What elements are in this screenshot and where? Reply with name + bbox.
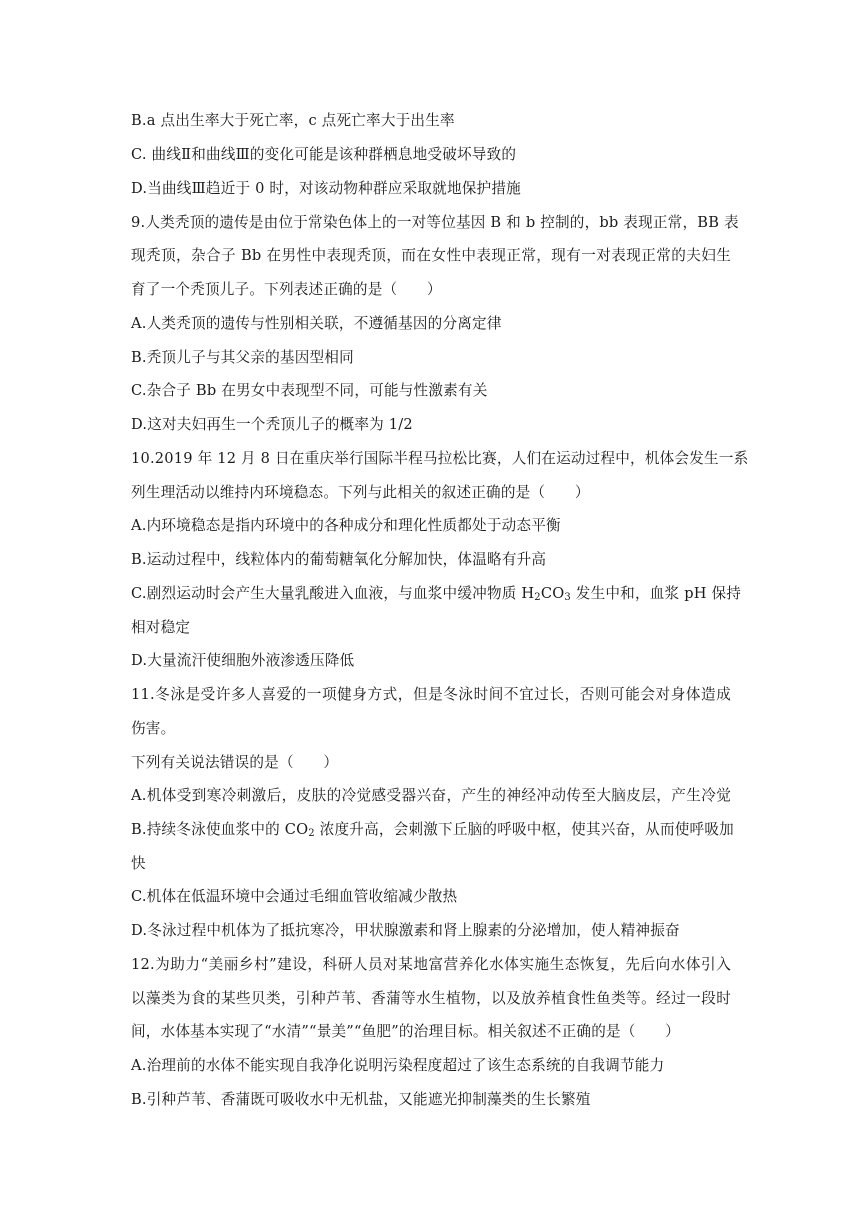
- question-9-line-2: 现秃顶，杂合子 Bb 在男性中表现秃顶，而在女性中表现正常，现有一对表现正常的夫妇生: [131, 247, 731, 264]
- question-11-prompt: 下列有关说法错误的是（ ）: [131, 754, 339, 771]
- option-9d: D.这对夫妇再生一个秃顶儿子的概率为 1/2: [131, 416, 413, 433]
- option-9a: A.人类秃顶的遗传与性别相关联，不遵循基因的分离定律: [131, 315, 502, 332]
- option-8c: C. 曲线Ⅱ和曲线Ⅲ的变化可能是该种群栖息地受破坏导致的: [131, 146, 517, 163]
- question-12-line-2: 以藻类为食的某些贝类，引种芦苇、香蒲等水生植物，以及放养植食性鱼类等。经过一段时: [131, 990, 731, 1007]
- co2-subscript: 2: [308, 828, 315, 839]
- option-10c-line-1: [131, 584, 742, 604]
- option-10c-tail: 发生中和，血浆 pH 保持: [570, 585, 742, 602]
- option-11c: C.机体在低温环境中会通过毛细血管收缩减少散热: [131, 888, 458, 905]
- question-10-line-2: 列生理活动以维持内环境稳态。下列与此相关的叙述正确的是（ ）: [131, 484, 590, 501]
- question-11-line-1: 11.冬泳是受许多人喜爱的一项健身方式，但是冬泳时间不宜过长，否则可能会对身体造成: [131, 686, 731, 703]
- option-8b: B.a 点出生率大于死亡率，c 点死亡率大于出生率: [131, 112, 455, 129]
- option-10c-text: C.剧烈运动时会产生大量乳酸进入血液，与血浆中缓冲物质 H: [131, 585, 535, 602]
- option-12a: A.治理前的水体不能实现自我净化说明污染程度超过了该生态系统的自我调节能力: [131, 1057, 665, 1074]
- question-12-line-3: 间，水体基本实现了“水清”“景美”“鱼肥”的治理目标。相关叙述不正确的是（ ）: [131, 1023, 680, 1040]
- option-11a: A.机体受到寒冷刺激后，皮肤的冷觉感受器兴奋，产生的神经冲动传至大脑皮层，产生冷觉: [131, 787, 731, 804]
- option-8d: D.当曲线Ⅲ趋近于 0 时，对该动物种群应采取就地保护措施: [131, 180, 521, 197]
- option-11b-line-2: 快: [131, 855, 146, 872]
- option-10b: B.运动过程中，线粒体内的葡萄糖氧化分解加快，体温略有升高: [131, 551, 547, 568]
- option-9c: C.杂合子 Bb 在男女中表现型不同，可能与性激素有关: [131, 382, 488, 399]
- question-9-line-3: 育了一个秃顶儿子。下列表述正确的是（ ）: [131, 281, 442, 298]
- option-11d: D.冬泳过程中机体为了抵抗寒冷，甲状腺激素和肾上腺素的分泌增加，使人精神振奋: [131, 922, 680, 939]
- question-11-line-2: 伤害。: [131, 720, 176, 737]
- option-10a: A.内环境稳态是指内环境中的各种成分和理化性质都处于动态平衡: [131, 517, 561, 534]
- h2co3-mid: CO: [540, 585, 565, 602]
- option-11b-tail: 浓度升高，会刺激下丘脑的呼吸中枢，使其兴奋，从而使呼吸加: [314, 821, 734, 838]
- option-10d: D.大量流汗使细胞外液渗透压降低: [131, 652, 355, 669]
- question-9-line-1: 9.人类秃顶的遗传是由位于常染色体上的一对等位基因 B 和 b 控制的，bb 表现正常，BB 表: [131, 214, 739, 231]
- h2co3-subscript-3: 3: [564, 592, 571, 603]
- option-11b-line-1: [131, 820, 734, 840]
- option-11b-text: B.持续冬泳使血浆中的 CO: [131, 821, 309, 838]
- h2co3-subscript-2: 2: [534, 592, 541, 603]
- option-10c-line-2: 相对稳定: [131, 619, 191, 636]
- option-9b: B.秃顶儿子与其父亲的基因型相同: [131, 349, 354, 366]
- question-10-line-1: 10.2019 年 12 月 8 日在重庆举行国际半程马拉松比赛，人们在运动过程中，机体会发生一系: [131, 450, 749, 467]
- option-12b: B.引种芦苇、香蒲既可吸收水中无机盐，又能遮光抑制藻类的生长繁殖: [131, 1091, 591, 1108]
- question-12-line-1: 12.为助力“美丽乡村”建设，科研人员对某地富营养化水体实施生态恢复，先后向水体引入: [131, 956, 731, 973]
